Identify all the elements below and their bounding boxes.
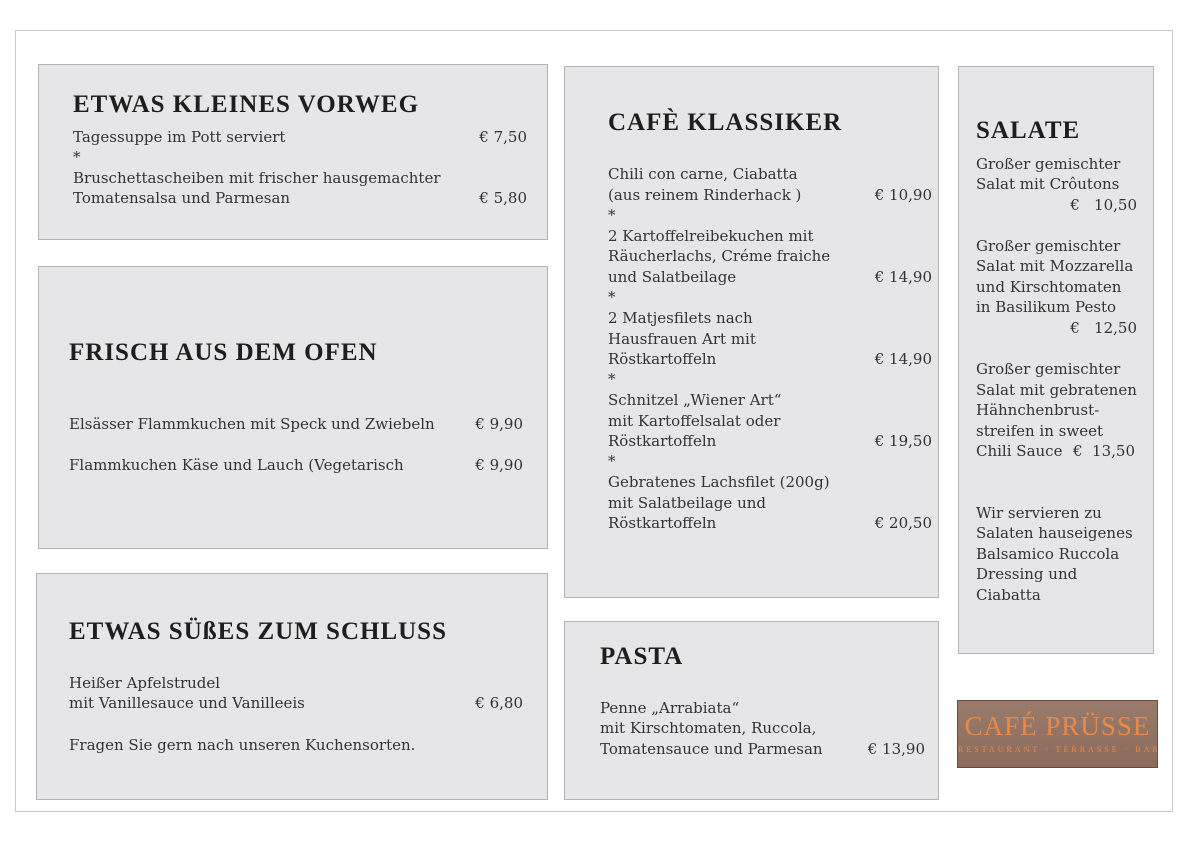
menu-item-name: streifen in sweet	[976, 422, 1103, 440]
cafe-pruesse-logo	[957, 700, 1161, 768]
menu-item-price: € 13,90	[867, 740, 925, 758]
menu-item-name: und Salatbeilage	[608, 268, 737, 286]
menu-item-name: Großer gemischter	[976, 155, 1121, 173]
menu-item-name: 2 Matjesfilets nach	[608, 309, 753, 327]
menu-note: Wir servieren zu	[976, 504, 1102, 522]
item-separator: *	[608, 370, 616, 388]
menu-item-price: € 14,90	[874, 268, 932, 286]
menu-item-price: € 19,50	[874, 432, 932, 450]
menu-item-name: Tagessuppe im Pott serviert	[73, 128, 286, 146]
menu-item-name: Bruschettascheiben mit frischer hausgemachter	[73, 169, 441, 187]
menu-item-name: mit Salatbeilage und	[608, 494, 766, 512]
section-suess	[36, 573, 548, 800]
menu-item-name: Heißer Apfelstrudel	[69, 674, 221, 692]
menu-item-name: Chili Sauce	[976, 442, 1063, 460]
section-title: ETWAS KLEINES VORWEG	[73, 91, 420, 118]
menu-item-name: Chili con carne, Ciabatta	[608, 165, 798, 183]
section-title: FRISCH AUS DEM OFEN	[69, 339, 378, 366]
menu-note: Dressing und	[976, 565, 1078, 583]
menu-item-price: € 6,80	[475, 694, 523, 712]
menu-item-name: Röstkartoffeln	[608, 514, 717, 532]
menu-item-price: € 12,50	[1070, 319, 1137, 337]
menu-item-price: € 9,90	[475, 456, 523, 474]
menu-note: Balsamico Ruccola	[976, 545, 1120, 563]
section-vorweg	[38, 64, 548, 240]
menu-item-name: Röstkartoffeln	[608, 432, 717, 450]
logo-name: CAFÉ PRÜSSE	[964, 711, 1151, 741]
menu-item-name: 2 Kartoffelreibekuchen mit	[608, 227, 814, 245]
section-title: SALATE	[976, 117, 1081, 144]
menu-item-price: € 13,50	[1072, 442, 1135, 460]
item-separator: *	[73, 148, 81, 166]
menu-note: Fragen Sie gern nach unseren Kuchensorten.	[69, 736, 416, 754]
menu-item-name: Gebratenes Lachsfilet (200g)	[608, 473, 830, 491]
menu-item-price: € 10,50	[1070, 196, 1137, 214]
menu-item-name: Tomatensalsa und Parmesan	[73, 189, 291, 207]
menu-note: Salaten hauseigenes	[976, 524, 1133, 542]
section-klassiker	[564, 66, 939, 598]
item-separator: *	[608, 288, 616, 306]
menu-item-name: (aus reinem Rinderhack )	[608, 186, 802, 204]
menu-item-name: in Basilikum Pesto	[976, 298, 1117, 316]
menu-item-name: Salat mit Crôutons	[976, 175, 1120, 193]
menu-item-name: Hausfrauen Art mit	[608, 330, 756, 348]
menu-item-price: € 5,80	[479, 189, 527, 207]
menu-item-name: Hähnchenbrust-	[976, 401, 1100, 419]
menu-item-name: Räucherlachs, Créme fraiche	[608, 247, 831, 265]
menu-item-price: € 9,90	[475, 415, 523, 433]
menu-item-name: mit Kirschtomaten, Ruccola,	[600, 719, 817, 737]
logo-subtitle: RESTAURANT · TERRASSE · BAR	[958, 745, 1161, 754]
menu-item-name: Schnitzel „Wiener Art“	[608, 391, 782, 409]
menu-item-name: Tomatensauce und Parmesan	[600, 740, 823, 758]
menu-item-name: mit Kartoffelsalat oder	[608, 412, 781, 430]
section-title: ETWAS SÜßES ZUM SCHLUSS	[69, 618, 447, 645]
menu-item-name: und Kirschtomaten	[976, 278, 1122, 296]
menu-note: Ciabatta	[976, 586, 1041, 604]
menu-item-price: € 20,50	[874, 514, 932, 532]
menu-item-name: Salat mit gebratenen	[976, 381, 1137, 399]
section-title: CAFÈ KLASSIKER	[608, 109, 843, 136]
menu-item-name: Penne „Arrabiata“	[600, 699, 740, 717]
item-separator: *	[608, 206, 616, 224]
menu-item-price: € 7,50	[479, 128, 527, 146]
menu-item-name: Großer gemischter	[976, 237, 1121, 255]
menu-item-name: Salat mit Mozzarella	[976, 257, 1134, 275]
menu-item-name: Elsässer Flammkuchen mit Speck und Zwiebeln	[69, 415, 435, 433]
menu-item-name: Röstkartoffeln	[608, 350, 717, 368]
item-separator: *	[608, 452, 616, 470]
menu-item-name: Großer gemischter	[976, 360, 1121, 378]
section-ofen	[38, 266, 548, 549]
menu-item-name: Flammkuchen Käse und Lauch (Vegetarisch	[69, 456, 404, 474]
section-title: PASTA	[600, 643, 684, 670]
menu-item-price: € 14,90	[874, 350, 932, 368]
menu-item-name: mit Vanillesauce und Vanilleeis	[69, 694, 305, 712]
section-salate	[958, 66, 1154, 654]
menu-item-price: € 10,90	[874, 186, 932, 204]
section-pasta	[564, 621, 939, 800]
